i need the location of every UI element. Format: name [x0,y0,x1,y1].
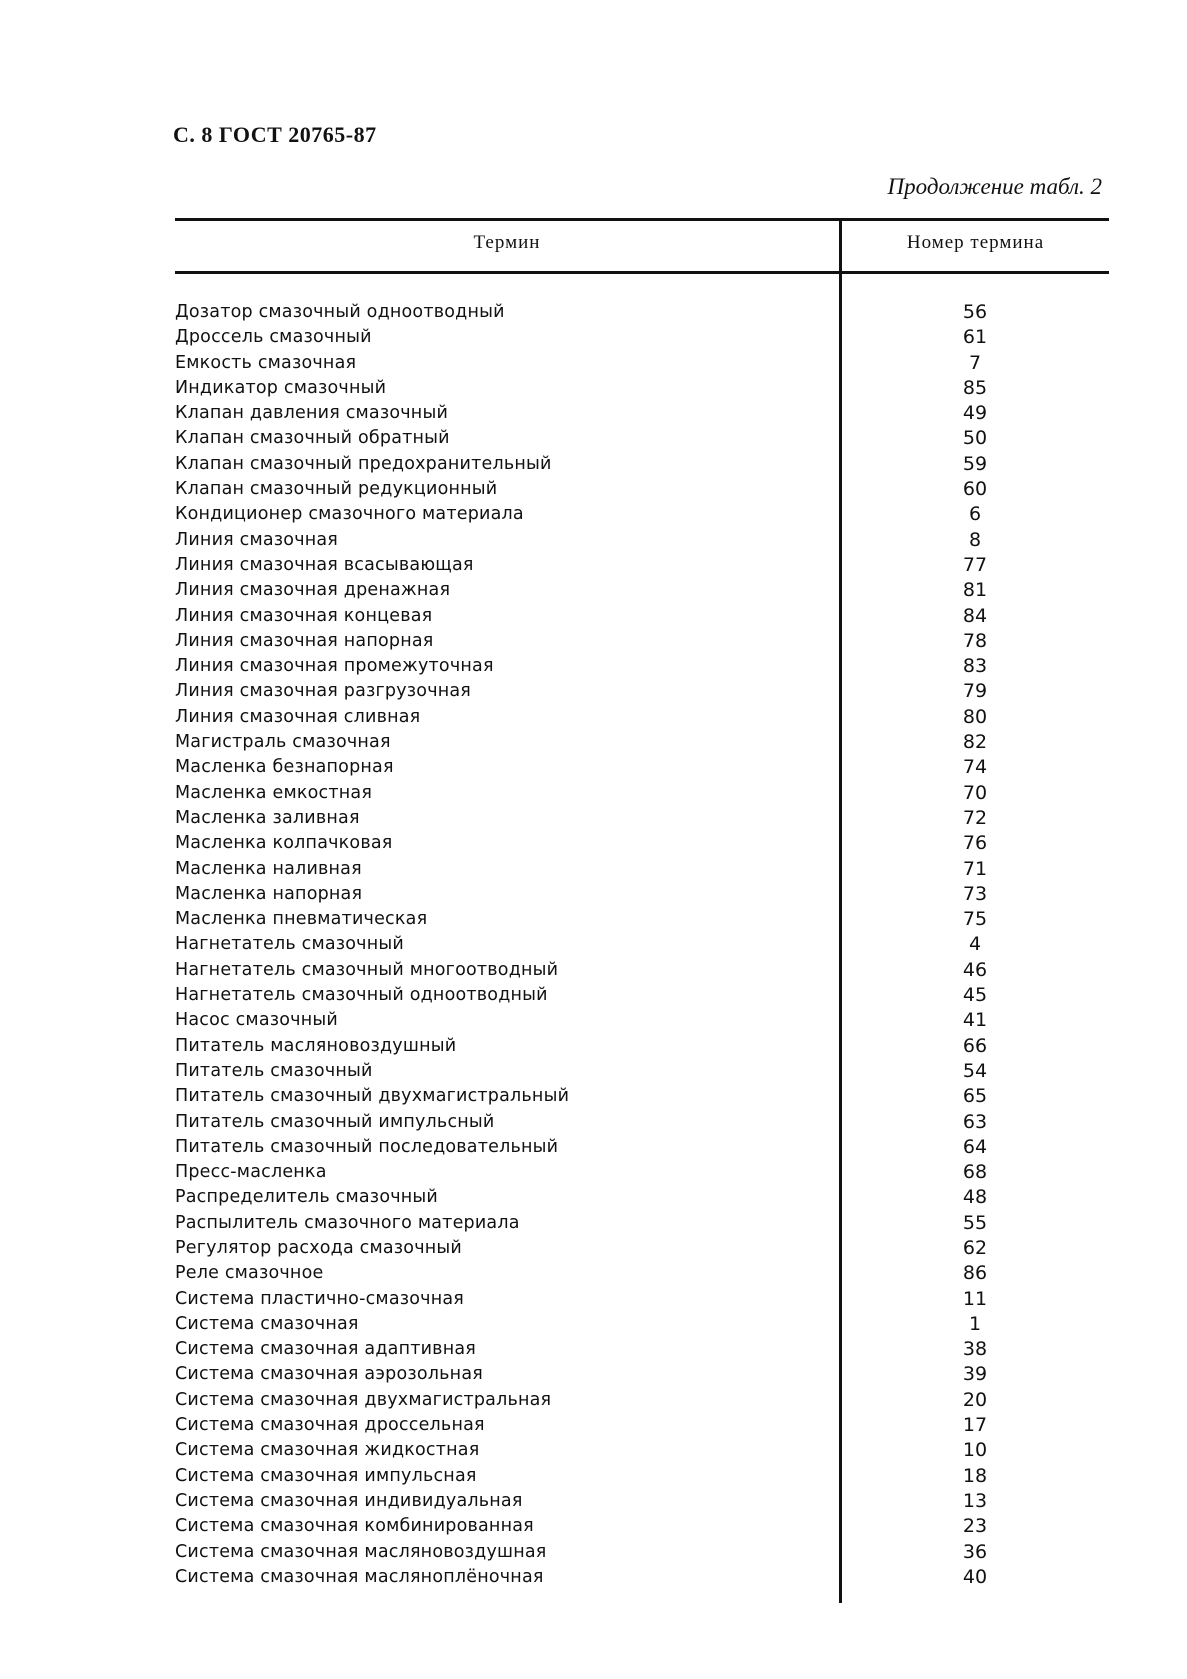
table-row [175,1489,1109,1514]
term-cell: Нагнетатель смазочный многоотводный [175,959,559,980]
term-cell: Линия смазочная концевая [175,605,433,626]
table-row [175,907,1109,932]
term-cell: Линия смазочная промежуточная [175,656,494,677]
table-row [175,452,1109,477]
term-cell: Питатель смазочный двухмагистральный [175,1086,570,1107]
term-cell: Линия смазочная [175,529,339,550]
term-cell: Клапан смазочный редукционный [175,479,498,500]
table-row [175,553,1109,578]
table-row [175,578,1109,603]
table-row [175,1160,1109,1185]
table-row [175,1337,1109,1362]
term-number-cell: 38 [962,1338,988,1361]
table-row [175,1312,1109,1337]
column-header-term: Термин [473,232,541,253]
table-row [175,1236,1109,1261]
table-row [175,705,1109,730]
table-row [175,1464,1109,1489]
term-number-cell: 84 [962,604,988,627]
term-number-cell: 77 [962,553,988,576]
term-cell: Система смазочная двухмагистральная [175,1389,552,1410]
table-row [175,1565,1109,1590]
term-number-cell: 73 [962,882,988,905]
term-number-cell: 83 [962,655,988,678]
term-cell: Масленка безнапорная [175,757,394,778]
table-row [175,1287,1109,1312]
term-cell: Система смазочная аэрозольная [175,1364,483,1385]
table-row [175,882,1109,907]
term-cell: Питатель масляновоздушный [175,1035,457,1056]
term-number-cell: 4 [968,933,982,956]
term-number-cell: 11 [962,1287,988,1310]
term-number-cell: 56 [962,301,988,323]
term-cell: Масленка напорная [175,883,363,904]
table-row [175,477,1109,502]
term-cell: Линия смазочная всасывающая [175,554,474,575]
term-number-cell: 81 [962,579,988,602]
term-number-cell: 85 [962,376,988,399]
term-cell: Система смазочная адаптивная [175,1339,476,1360]
term-number-cell: 20 [962,1388,988,1411]
term-number-cell: 79 [962,680,988,703]
term-number-cell: 60 [962,478,988,501]
term-number-cell: 61 [962,326,988,349]
term-cell: Клапан давления смазочный [175,403,449,424]
column-header-number: Номер термина [906,232,1045,253]
term-number-cell: 63 [962,1110,988,1133]
term-number-cell: 70 [962,781,988,804]
term-cell: Система смазочная дроссельная [175,1415,485,1436]
term-number-cell: 7 [968,351,982,374]
term-number-cell: 39 [962,1363,988,1386]
term-number-cell: 74 [962,756,988,779]
term-number-cell: 55 [962,1211,988,1234]
term-number-cell: 23 [962,1515,988,1538]
term-cell: Реле смазочное [175,1263,324,1284]
term-number-cell: 64 [962,1135,988,1158]
term-cell: Линия смазочная разгрузочная [175,681,472,702]
table-row [175,300,1109,325]
table-row [175,1388,1109,1413]
term-number-cell: 17 [962,1414,988,1437]
term-number-cell: 1 [968,1312,982,1335]
term-cell: Дозатор смазочный одноотводный [175,302,505,322]
term-cell: Регулятор расхода смазочный [175,1237,462,1258]
term-number-cell: 54 [962,1059,988,1082]
term-number-cell: 75 [962,908,988,931]
term-number-cell: 41 [962,1009,988,1032]
term-number-cell: 65 [962,1085,988,1108]
table-row [175,1110,1109,1135]
term-cell: Магистраль смазочная [175,732,391,753]
term-cell: Масленка наливная [175,858,362,879]
table-row [175,604,1109,629]
table-row [175,1059,1109,1084]
term-number-cell: 13 [962,1489,988,1512]
term-number-cell: 78 [962,629,988,652]
term-cell: Индикатор смазочный [175,377,387,398]
term-cell: Система смазочная масляноплёночная [175,1566,544,1587]
table-row [175,401,1109,426]
term-cell: Линия смазочная сливная [175,706,421,727]
table-row [175,781,1109,806]
table-row [175,1034,1109,1059]
term-cell: Линия смазочная дренажная [175,580,451,601]
term-cell: Система смазочная [175,1313,359,1334]
term-number-cell: 50 [962,427,988,450]
term-number-cell: 48 [962,1186,988,1209]
term-number-cell: 82 [962,731,988,754]
term-cell: Система смазочная масляновоздушная [175,1541,547,1562]
table-row [175,932,1109,957]
table-row [175,351,1109,376]
term-number-cell: 18 [962,1464,988,1487]
table-row [175,806,1109,831]
table-row [175,528,1109,553]
table-row [175,1008,1109,1033]
table-row [175,325,1109,350]
table-body [175,300,1109,1590]
term-number-cell: 86 [962,1262,988,1285]
term-cell: Система смазочная импульсная [175,1465,477,1486]
term-cell: Клапан смазочный обратный [175,428,450,449]
table-row [175,1135,1109,1160]
table-row [175,1540,1109,1565]
table-row [175,857,1109,882]
table-row [175,629,1109,654]
table-row [175,679,1109,704]
term-cell: Распылитель смазочного материала [175,1212,520,1233]
term-cell: Пресс-масленка [175,1162,327,1183]
term-cell: Линия смазочная напорная [175,630,434,651]
term-number-cell: 59 [962,452,988,475]
term-number-cell: 6 [968,503,982,526]
table-row [175,730,1109,755]
term-cell: Система смазочная жидкостная [175,1440,480,1461]
term-number-cell: 49 [962,402,988,425]
table-row [175,1514,1109,1539]
term-cell: Дроссель смазочный [175,327,372,348]
term-cell: Распределитель смазочный [175,1187,438,1208]
table-row [175,1362,1109,1387]
term-number-cell: 72 [962,806,988,829]
table-row [175,1084,1109,1109]
table-row [175,426,1109,451]
term-cell: Система смазочная комбинированная [175,1516,534,1537]
table-row [175,376,1109,401]
term-number-cell: 68 [962,1161,988,1184]
table-row [175,1413,1109,1438]
term-number-cell: 66 [962,1034,988,1057]
term-cell: Клапан смазочный предохранительный [175,453,552,474]
term-cell: Питатель смазочный импульсный [175,1111,495,1132]
term-number-cell: 8 [968,528,982,551]
term-cell: Насос смазочный [175,1010,338,1031]
term-cell: Масленка пневматическая [175,909,428,930]
term-number-cell: 40 [962,1565,988,1588]
term-cell: Система смазочная индивидуальная [175,1490,523,1511]
table-row [175,958,1109,983]
term-cell: Кондиционер смазочного материала [175,504,524,525]
table-row [175,1438,1109,1463]
table-top-rule [175,218,1109,221]
table-row [175,1185,1109,1210]
table-row [175,502,1109,527]
term-cell: Нагнетатель смазочный одноотводный [175,985,548,1006]
table-row [175,654,1109,679]
term-cell: Система пластично-смазочная [175,1288,464,1309]
term-cell: Питатель смазочный последовательный [175,1136,559,1157]
term-number-cell: 80 [962,705,988,728]
term-number-cell: 71 [962,857,988,880]
term-number-cell: 36 [962,1540,988,1563]
term-cell: Нагнетатель смазочный [175,934,404,955]
table-row [175,1211,1109,1236]
term-cell: Масленка колпачковая [175,833,393,854]
term-cell: Емкость смазочная [175,352,357,373]
term-cell: Питатель смазочный [175,1060,373,1081]
term-cell: Масленка заливная [175,807,360,828]
page-header: С. 8 ГОСТ 20765-87 [173,122,377,147]
table-header-rule [175,271,1109,274]
term-number-cell: 62 [962,1236,988,1259]
term-number-cell: 76 [962,832,988,855]
table-row [175,755,1109,780]
term-cell: Масленка емкостная [175,782,373,803]
term-number-cell: 46 [962,958,988,981]
table-row [175,983,1109,1008]
term-number-cell: 45 [962,984,988,1007]
term-number-cell: 10 [962,1439,988,1462]
table-continuation-label: Продолжение табл. 2 [887,174,1102,199]
table-row [175,831,1109,856]
table-row [175,1261,1109,1286]
